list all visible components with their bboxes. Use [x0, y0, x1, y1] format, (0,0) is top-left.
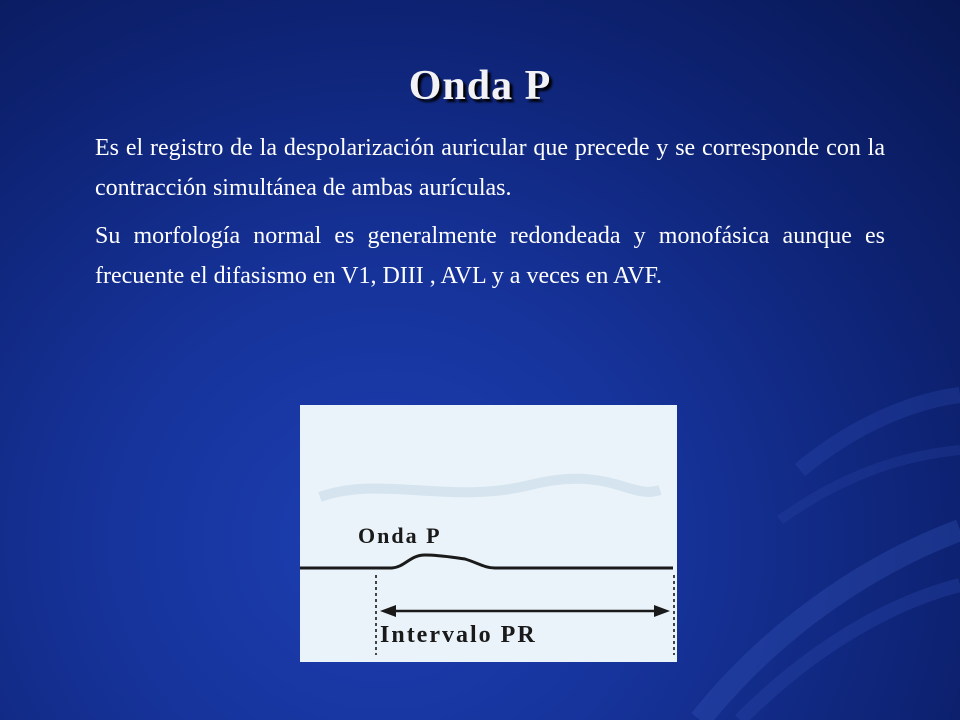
pr-interval-arrowhead-right: [654, 605, 670, 617]
ecg-baseline-with-p-wave: [300, 555, 673, 568]
body-text: [95, 128, 885, 304]
slide-title: Onda P: [408, 63, 552, 109]
p-wave-figure: [300, 405, 677, 662]
paragraph-definition: Es el registro de la despolarización auricular que precede y se corresponde con la contracción simultánea de ambas aurículas.: [95, 135, 885, 201]
pr-interval-label: Intervalo PR: [380, 622, 537, 648]
p-wave-diagram: [300, 405, 677, 662]
p-wave-label: Onda P: [358, 523, 442, 548]
paragraph-morphology: Su morfología normal es generalmente redondeada y monofásica aunque es frecuente el difasismo en V1, DIII , AVL y a veces en AVF.: [95, 223, 885, 289]
pr-interval-arrowhead-left: [380, 605, 396, 617]
